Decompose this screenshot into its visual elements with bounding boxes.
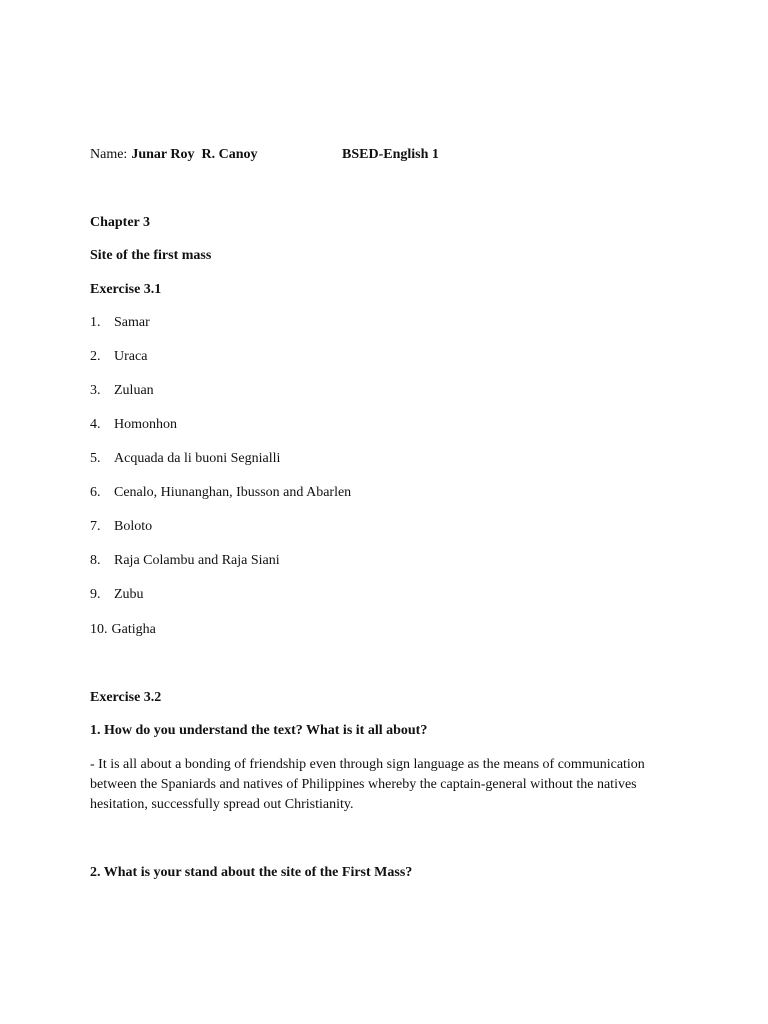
list-item — [90, 313, 150, 333]
list-item-text: Acquada da li buoni Segnialli — [114, 451, 281, 466]
list-item-text: Raja Colambu and Raja Siani — [114, 553, 280, 568]
list-item-text: Samar — [114, 315, 150, 330]
list-item-number: 3. — [90, 383, 101, 398]
list-item-number: 2. — [90, 349, 101, 364]
list-item — [90, 381, 154, 401]
list-item-number: 6. — [90, 485, 101, 500]
list-item — [90, 449, 280, 469]
list-item-number: 5. — [90, 451, 101, 466]
question-1: 1. How do you understand the text? What is it all about? — [90, 723, 428, 738]
list-item-text: Boloto — [114, 519, 153, 534]
chapter-heading: Chapter 3 — [90, 215, 151, 230]
list-item — [90, 551, 280, 571]
name-label: Name: — [90, 147, 128, 162]
list-item-number: 8. — [90, 553, 101, 568]
list-item-text: Zuluan — [114, 383, 154, 398]
exercise-3-1-heading: Exercise 3.1 — [90, 282, 162, 297]
list-item — [90, 347, 147, 367]
question-2: 2. What is your stand about the site of the First Mass? — [90, 865, 413, 880]
list-item-number: 7. — [90, 519, 101, 534]
list-item-number: 9. — [90, 587, 101, 602]
list-item-number: 10. — [90, 622, 108, 637]
list-item — [90, 585, 144, 605]
name-line — [90, 145, 257, 165]
topic-heading: Site of the first mass — [90, 248, 212, 263]
list-item-text: Zubu — [114, 587, 144, 602]
list-item-text: Homonhon — [114, 417, 177, 432]
list-item — [90, 517, 152, 537]
list-item-text: Gatigha — [111, 622, 156, 637]
list-item — [90, 415, 177, 435]
list-item-number: 1. — [90, 315, 101, 330]
list-item — [90, 483, 351, 503]
list-item-text: Uraca — [114, 349, 148, 364]
answer-1: - It is all about a bonding of friendship even through sign language as the means of communication between the Spaniards and natives of Philippines whereby the captain-general without the natives hesitation, successfully spread out Christianity. — [90, 757, 645, 812]
student-name: Junar Roy R. Canoy — [131, 147, 258, 162]
list-item-number: 4. — [90, 417, 101, 432]
list-item-text: Cenalo, Hiunanghan, Ibusson and Abarlen — [114, 485, 352, 500]
course-label: BSED-English 1 — [342, 147, 439, 162]
exercise-3-2-heading: Exercise 3.2 — [90, 690, 162, 705]
list-item — [90, 620, 156, 640]
